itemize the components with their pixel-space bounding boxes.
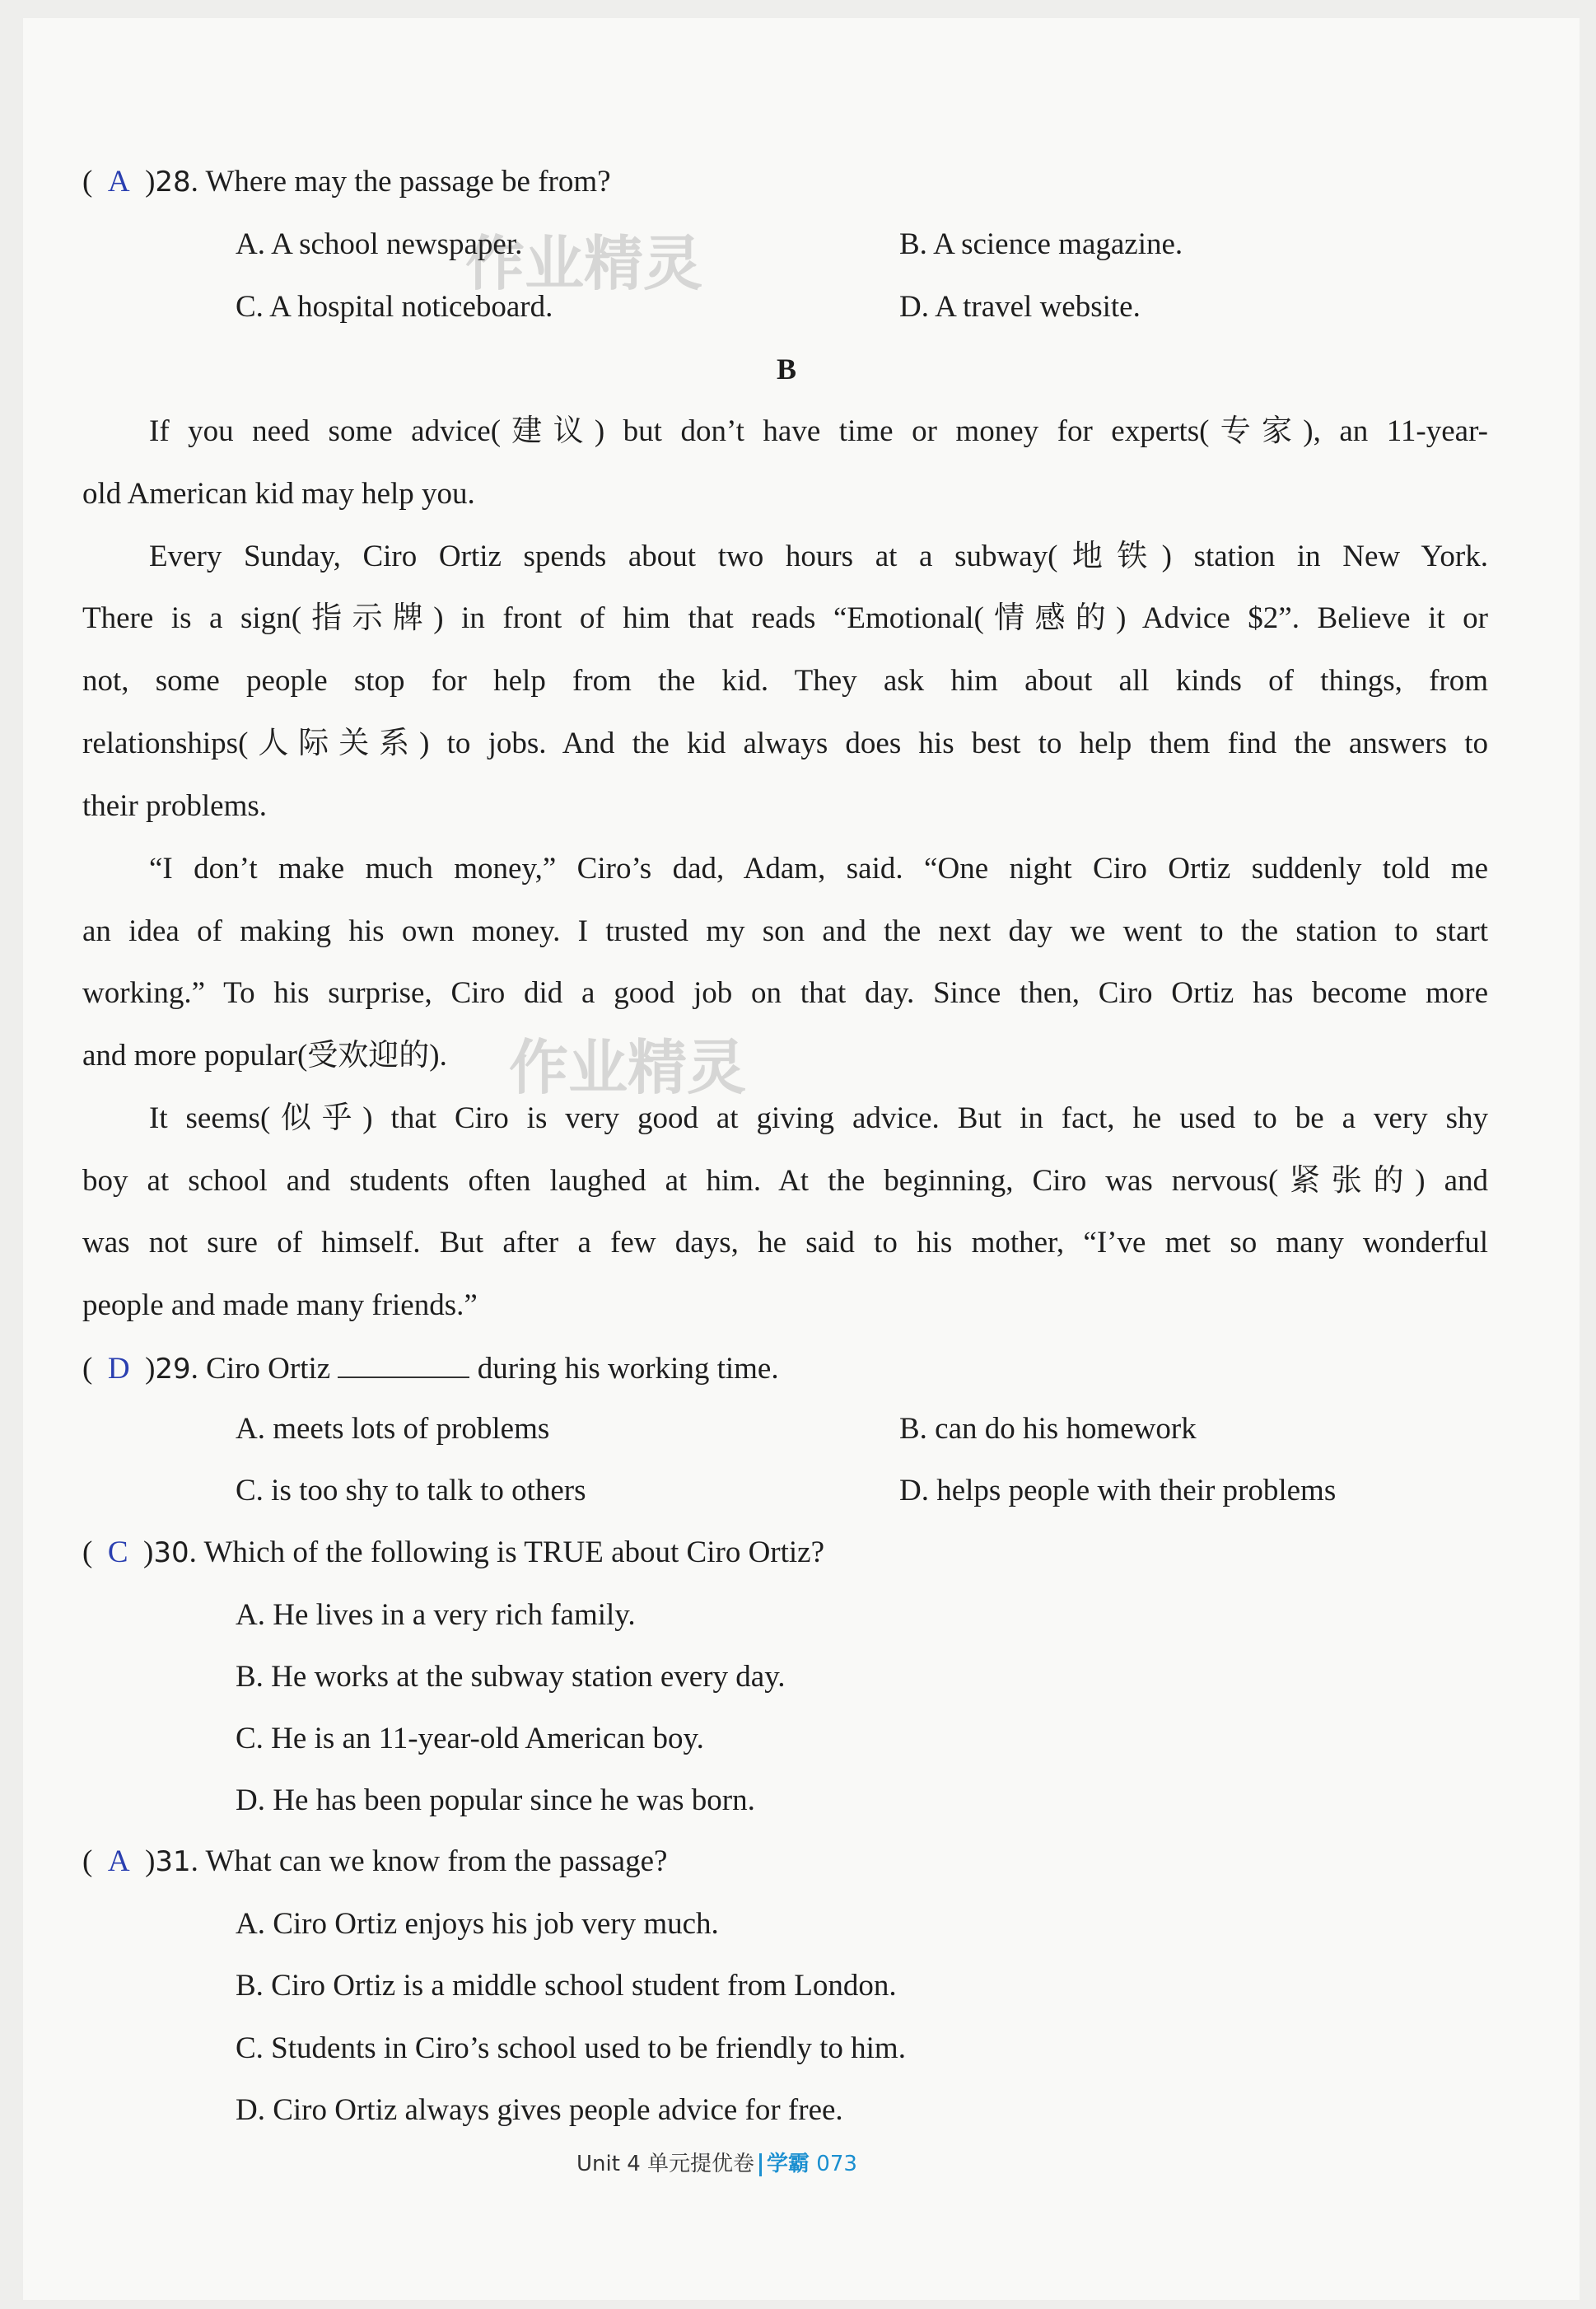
question-text: during his working time. [477,1352,779,1386]
question-number: 29 [155,1353,191,1386]
option-a: A. Ciro Ortiz enjoys his job very much. [236,1907,719,1941]
answer-28: A [107,165,130,199]
watermark: 作业精灵 [509,1033,747,1102]
option-a: A. A school newspaper. [236,227,523,261]
question-text: Ciro Ortiz [206,1352,331,1386]
option-d: D. He has been popular since he was born. [236,1783,755,1817]
passage-line: It seems(似乎) that Ciro is very good at giving advice. But in fact, he used to be a very shy [149,1101,1488,1135]
option-b: B. A science magazine. [899,227,1183,261]
question-text: What can we know from the passage? [205,1844,668,1878]
option-b: B. He works at the subway station every day. [236,1660,786,1694]
option-c: C. A hospital noticeboard. [236,290,553,324]
footer-divider [759,2153,762,2176]
question-text: Where may the passage be from? [205,165,611,199]
option-c: C. Students in Ciro’s school used to be friendly to him. [236,2031,906,2065]
question-29: ( D )29. Ciro Ortiz during his working time. [82,1352,779,1386]
passage-line: There is a sign(指示牌) in front of him that reads “Emotional(情感的) Advice $2”. Believe it or [82,601,1488,635]
passage-line: and more popular(受欢迎的). [82,1039,447,1073]
passage-line: If you need some advice(建议) but don’t have time or money for experts(专家), an 11-year- [149,414,1488,448]
answer-29: D [107,1352,130,1386]
option-b: B. Ciro Ortiz is a middle school student from London. [236,1969,897,2003]
question-31: ( A )31. What can we know from the passage? [82,1844,668,1878]
footer-unit: Unit 4 单元提优卷 [576,2152,754,2176]
option-a: A. meets lots of problems [236,1412,550,1446]
answer-blank [338,1352,469,1378]
page-number: 073 [816,2152,857,2176]
option-c: C. He is an 11-year-old American boy. [236,1722,704,1755]
footer-brand: 学霸 [767,2152,810,2176]
option-d: D. A travel website. [899,290,1141,324]
answer-31: A [107,1844,130,1878]
passage-line: an idea of making his own money. I trusted my son and the next day we went to the station to start [82,914,1488,948]
option-d: D. Ciro Ortiz always gives people advice for free. [236,2093,843,2127]
option-b: B. can do his homework [899,1412,1197,1446]
passage-line: working.” To his surprise, Ciro did a good job on that day. Since then, Ciro Ortiz has become more [82,976,1488,1010]
watermark: 作业精灵 [465,229,703,298]
answer-30: C [107,1535,128,1569]
passage-line: not, some people stop for help from the kid. They ask him about all kinds of things, from [82,664,1488,698]
passage-line: was not sure of himself. But after a few days, he said to his mother, “I’ve met so many wonderful [82,1226,1488,1260]
option-c: C. is too shy to talk to others [236,1474,586,1507]
option-d: D. helps people with their problems [899,1474,1337,1507]
question-30: ( C )30. Which of the following is TRUE about Ciro Ortiz? [82,1535,825,1569]
passage-line: old American kid may help you. [82,477,475,511]
passage-line: relationships(人际关系) to jobs. And the kid always does his best to help them find the answers to [82,727,1488,760]
page-footer [576,2147,857,2177]
question-number: 30 [153,1536,189,1569]
question-text: Which of the following is TRUE about Ciro Ortiz? [203,1535,825,1569]
question-number: 31 [155,1845,191,1878]
option-a: A. He lives in a very rich family. [236,1598,636,1632]
section-heading: B [777,353,797,386]
passage-line: Every Sunday, Ciro Ortiz spends about two hours at a subway(地铁) station in New York. [149,540,1488,573]
question-28: ( A )28. Where may the passage be from? [82,165,611,199]
passage-line: people and made many friends.” [82,1288,478,1322]
passage-line: boy at school and students often laughed at him. At the beginning, Ciro was nervous(紧张的) and [82,1164,1488,1198]
passage-line: “I don’t make much money,” Ciro’s dad, Adam, said. “One night Ciro Ortiz suddenly told me [149,852,1488,886]
passage-line: their problems. [82,789,268,823]
question-number: 28 [155,166,191,199]
